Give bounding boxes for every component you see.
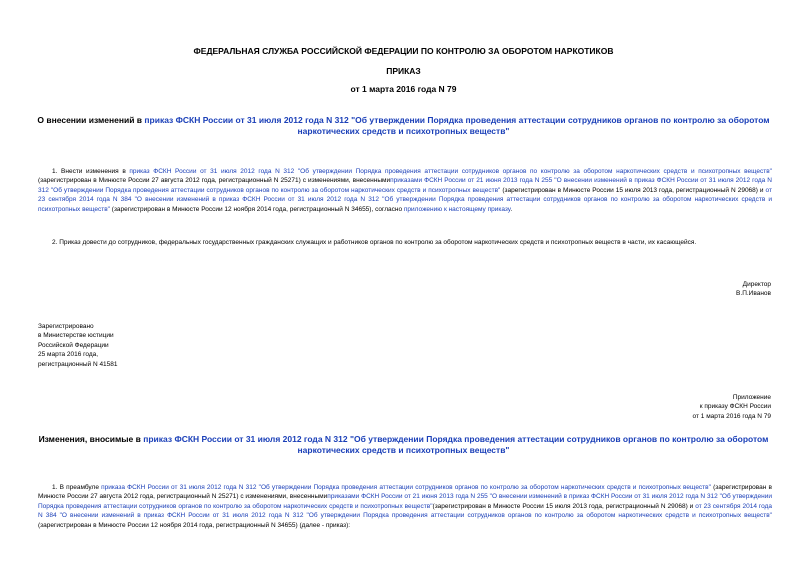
p3-text-1: 1. В преамбуле: [52, 484, 102, 491]
p3-text-4: (зарегистрирован в Минюсте России 12 ноября 2014 года, регистрационный N 34655) (далее - приказ):: [38, 521, 351, 529]
appendix-block: [693, 393, 771, 421]
registration-block: [38, 322, 118, 369]
p1-text-2: (зарегистрирован в Минюсте России 27 августа 2012 года, регистрационный N 25271) с изменениями, внесенными: [38, 177, 391, 185]
p1-text-1: 1. Внести изменения в: [52, 168, 130, 175]
title-link[interactable]: приказ ФСКН России от 31 июля 2012 года N 312 "Об утверждении Порядка проведения аттестации сотрудников органов по контролю за оборотом наркотических средств и психотропных веществ": [144, 115, 770, 136]
p3-link-order-255[interactable]: приказами ФСКН России от 21 июня 2013 года N 255 "О внесении изменений в приказ ФСКН России от 31 июля 2012 года N 312 "Об утверждении Порядка проведения аттестации сотрудников органов по контролю за оборотом наркотических средств и психотропных веществ": [38, 493, 772, 510]
agency-heading: ФЕДЕРАЛЬНАЯ СЛУЖБА РОССИЙСКОЙ ФЕДЕРАЦИИ ПО КОНТРОЛЮ ЗА ОБОРОТОМ НАРКОТИКОВ: [193, 46, 614, 56]
title2-link[interactable]: приказ ФСКН России от 31 июля 2012 года N 312 "Об утверждении Порядка проведения аттестации сотрудников органов по контролю за оборотом наркотических средств и психотропных веществ": [143, 434, 769, 455]
paragraph-3: [38, 483, 772, 530]
paragraph-2: [38, 238, 772, 247]
p3-text-2: (зарегистрирован в Минюсте России 27 августа 2012 года, регистрационный N 25271) с изменениями, внесенными: [38, 484, 772, 501]
p1-link-appendix[interactable]: приложению к настоящему приказу: [403, 205, 511, 213]
signature-block: [736, 280, 771, 299]
p1-link-order-255[interactable]: приказами ФСКН России от 21 июня 2013 года N 255 "О внесении изменений в приказ ФСКН России от 31 июля 2012 года N 312 "Об утверждении Порядка проведения аттестации сотрудников органов по контролю за оборотом наркотических средств и психотропных веществ": [38, 177, 772, 194]
p1-link-order-312[interactable]: приказ ФСКН России от 31 июля 2012 года N 312 "Об утверждении Порядка проведения аттестации сотрудников органов по контролю за оборотом наркотических средств и психотропных веществ": [129, 168, 772, 175]
p3-link-order-384[interactable]: от 23 сентября 2014 года N 384 "О внесении изменений в приказ ФСКН России от 31 июля 2012 года N 312 "Об утверждении Порядка проведения аттестации сотрудников органов по контролю за оборотом наркотических средств и психотропных веществ": [38, 502, 772, 520]
registration-line-3: Российской Федерации: [38, 341, 109, 349]
p1-text-3: (зарегистрирован в Минюсте России 15 июля 2013 года, регистрационный N 29068) и: [500, 186, 766, 194]
title-prefix: О внесении изменений в: [37, 115, 145, 125]
signature-role: Директор: [742, 281, 771, 288]
paragraph-1: [38, 167, 772, 214]
appendix-line-3: от 1 марта 2016 года N 79: [692, 412, 771, 420]
p1-text-5: .: [510, 205, 513, 213]
p1-text-4: (зарегистрирован в Минюсте России 12 ноября 2014 года, регистрационный N 34655), согласно: [109, 205, 404, 213]
document-title: [30, 115, 777, 137]
registration-line-2: в Министерстве юстиции: [38, 332, 114, 340]
p3-text-3: (зарегистрирован в Минюсте России 15 июля 2013 года, регистрационный N 29068) и: [432, 502, 696, 510]
registration-line-4: 25 марта 2016 года,: [38, 351, 99, 359]
p3-link-order-312[interactable]: приказа ФСКН России от 31 июля 2012 года N 312 "Об утверждении Порядка проведения аттестации сотрудников органов по контролю за оборотом наркотических средств и психотропных веществ": [101, 484, 711, 491]
appendix-line-1: Приложение: [732, 394, 771, 401]
doc-date-number: от 1 марта 2016 года N 79: [350, 84, 457, 94]
title2-prefix: Изменения, вносимые в: [38, 434, 144, 444]
registration-line-5: регистрационный N 41581: [38, 360, 118, 368]
changes-title: [30, 434, 777, 456]
registration-line-1: Зарегистрировано: [38, 323, 94, 330]
appendix-line-2: к приказу ФСКН России: [699, 403, 771, 411]
doc-type-heading: ПРИКАЗ: [386, 66, 421, 76]
p1-link-order-384[interactable]: от 23 сентября 2014 года N 384 "О внесении изменений в приказ ФСКН России от 31 июля 2012 года N 312 "Об утверждении Порядка проведения аттестации сотрудников органов по контролю за оборотом наркотических средств и психотропных веществ": [38, 186, 772, 213]
p2-text: 2. Приказ довести до сотрудников, федеральных государственных гражданских служащих и работников органов по контролю за оборотом наркотических средств и психотропных веществ в части, их касающейся.: [52, 239, 697, 246]
signature-name: В.П.Иванов: [736, 290, 771, 298]
